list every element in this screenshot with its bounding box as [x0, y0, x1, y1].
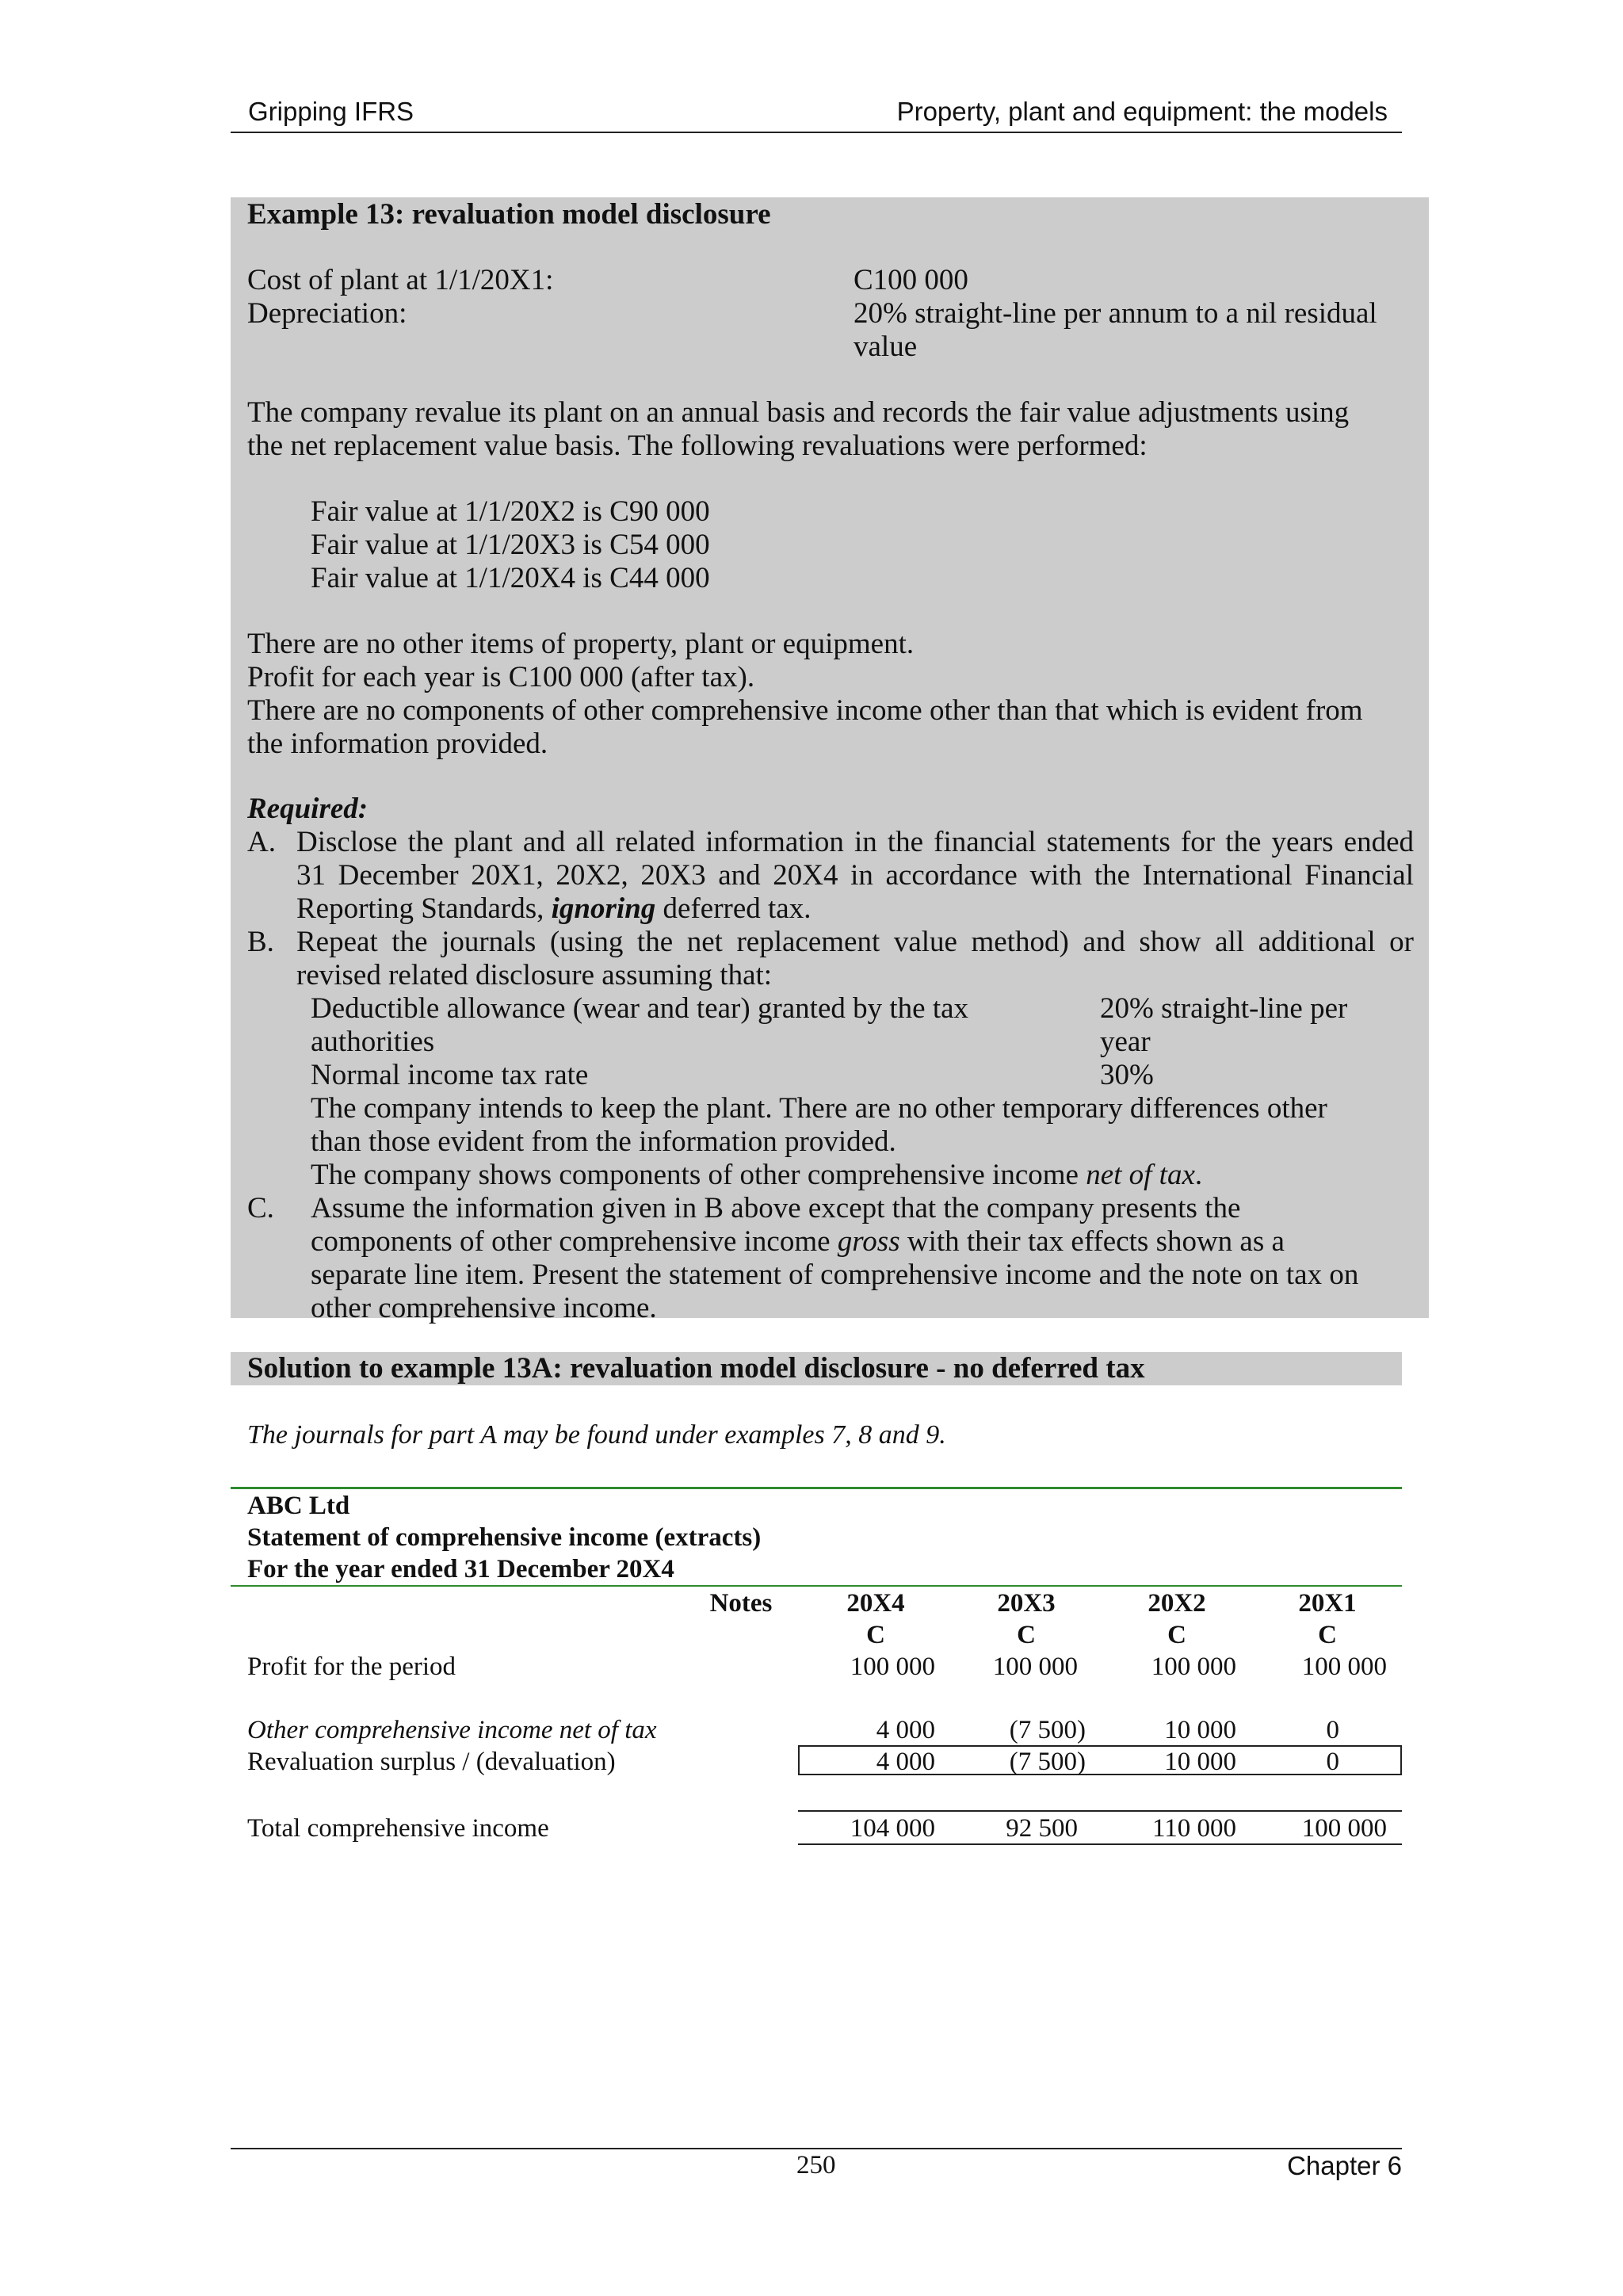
table-cell: 100 000 — [992, 1652, 1078, 1681]
table-cell: 100 000 — [1151, 1652, 1236, 1681]
column-year: 20X2 — [1148, 1589, 1206, 1618]
table-cell: 10 000 — [1164, 1716, 1236, 1744]
part-b-line: than those evident from the information provided. — [311, 1125, 896, 1158]
page-header — [231, 97, 1402, 133]
fair-value-line: Fair value at 1/1/20X2 is C90 000 — [311, 495, 710, 528]
table-cell: 104 000 — [850, 1814, 935, 1843]
paragraph-line: the net replacement value basis. The following revaluations were performed: — [247, 430, 1148, 462]
tax-rate-label: Normal income tax rate — [311, 1059, 589, 1091]
info-line: There are no other items of property, plant or equipment. — [247, 628, 915, 660]
header-chapter-title: Property, plant and equipment: the models — [896, 97, 1388, 126]
table-cell: 100 000 — [1301, 1652, 1387, 1681]
footer-rule — [231, 2148, 1402, 2149]
example-title: Example 13: revaluation model disclosure — [247, 198, 771, 231]
table-cell: 100 000 — [1301, 1814, 1387, 1843]
part-c-line: other comprehensive income. — [311, 1292, 657, 1324]
part-c-line: components of other comprehensive income gross with their tax effects shown as a — [311, 1225, 1285, 1258]
column-year: 20X3 — [997, 1589, 1056, 1618]
column-unit: C — [866, 1621, 885, 1649]
row-label: Profit for the period — [247, 1652, 456, 1681]
total-bottom-rule — [798, 1843, 1402, 1845]
statement-header-rule — [231, 1585, 1402, 1587]
footer-chapter: Chapter 6 — [1287, 2151, 1402, 2180]
table-cell: 4 000 — [876, 1748, 935, 1776]
info-line: the information provided. — [247, 728, 548, 760]
table-cell: 10 000 — [1164, 1748, 1236, 1776]
solution-title: Solution to example 13A: revaluation model disclosure - no deferred tax — [247, 1352, 1145, 1385]
allowance-label: Deductible allowance (wear and tear) granted by the tax — [311, 992, 969, 1025]
part-b-line: revised related disclosure assuming that: — [296, 959, 773, 991]
depreciation-value-1: 20% straight-line per annum to a nil residual — [854, 297, 1377, 330]
part-a-letter: A. — [247, 826, 276, 858]
table-cell: 92 500 — [1006, 1814, 1078, 1843]
column-year: 20X4 — [846, 1589, 905, 1618]
table-cell: 0 — [1326, 1748, 1339, 1776]
gross-emphasis: gross — [837, 1225, 900, 1258]
solution-note: The journals for part A may be found under examples 7, 8 and 9. — [247, 1420, 946, 1450]
cost-label: Cost of plant at 1/1/20X1: — [247, 264, 554, 296]
part-b-line: The company intends to keep the plant. There are no other temporary differences other — [311, 1092, 1327, 1125]
allowance-value: 20% straight-line per — [1100, 992, 1348, 1025]
part-b-letter: B. — [247, 926, 274, 958]
statement-top-rule — [231, 1487, 1402, 1489]
header-book-title: Gripping IFRS — [248, 97, 414, 126]
column-year: 20X1 — [1298, 1589, 1357, 1618]
part-a-line: 31 December 20X1, 20X2, 20X3 and 20X4 in accordance with the International Financial — [296, 859, 1414, 892]
page-number: 250 — [796, 2151, 836, 2179]
company-name: ABC Ltd — [247, 1492, 350, 1520]
table-cell: (7 500) — [1009, 1716, 1086, 1744]
row-label: Total comprehensive income — [247, 1814, 549, 1843]
row-label: Revaluation surplus / (devaluation) — [247, 1748, 616, 1776]
paragraph-line: The company revalue its plant on an annual basis and records the fair value adjustments using — [247, 396, 1350, 429]
table-cell: 4 000 — [876, 1716, 935, 1744]
fair-value-line: Fair value at 1/1/20X3 is C54 000 — [311, 529, 710, 561]
allowance-value: year — [1100, 1026, 1151, 1058]
part-b-line: Repeat the journals (using the net replacement value method) and show all additional or — [296, 926, 1414, 958]
net-of-tax-emphasis: net of tax — [1086, 1159, 1195, 1191]
total-top-rule — [798, 1810, 1402, 1812]
column-unit: C — [1318, 1621, 1337, 1649]
part-a-line: Disclose the plant and all related information in the financial statements for the years ended — [296, 826, 1414, 858]
part-b-line: The company shows components of other comprehensive income net of tax. — [311, 1159, 1203, 1191]
row-label: Other comprehensive income net of tax — [247, 1716, 657, 1744]
table-cell: 0 — [1326, 1716, 1339, 1744]
fair-value-line: Fair value at 1/1/20X4 is C44 000 — [311, 562, 710, 594]
table-cell: 100 000 — [850, 1652, 935, 1681]
part-c-letter: C. — [247, 1192, 274, 1224]
info-line: Profit for each year is C100 000 (after tax). — [247, 661, 755, 693]
required-heading: Required: — [247, 793, 369, 825]
info-line: There are no components of other comprehensive income other than that which is evident from — [247, 694, 1363, 727]
tax-rate-value: 30% — [1100, 1059, 1154, 1091]
part-a-line: Reporting Standards, ignoring deferred tax. — [296, 892, 812, 925]
ignoring-emphasis: ignoring — [551, 892, 656, 925]
depreciation-label: Depreciation: — [247, 297, 407, 330]
cost-value: C100 000 — [854, 264, 968, 296]
column-unit: C — [1017, 1621, 1036, 1649]
notes-column-header: Notes — [709, 1589, 773, 1618]
table-cell: (7 500) — [1009, 1748, 1086, 1776]
statement-period: For the year ended 31 December 20X4 — [247, 1555, 674, 1584]
allowance-label: authorities — [311, 1026, 435, 1058]
table-cell: 110 000 — [1151, 1814, 1236, 1843]
depreciation-value-2: value — [854, 330, 918, 363]
part-c-line: Assume the information given in B above except that the company presents the — [311, 1192, 1241, 1224]
part-c-line: separate line item. Present the statement of comprehensive income and the note on tax on — [311, 1259, 1359, 1291]
statement-title: Statement of comprehensive income (extracts) — [247, 1523, 762, 1552]
column-unit: C — [1167, 1621, 1186, 1649]
